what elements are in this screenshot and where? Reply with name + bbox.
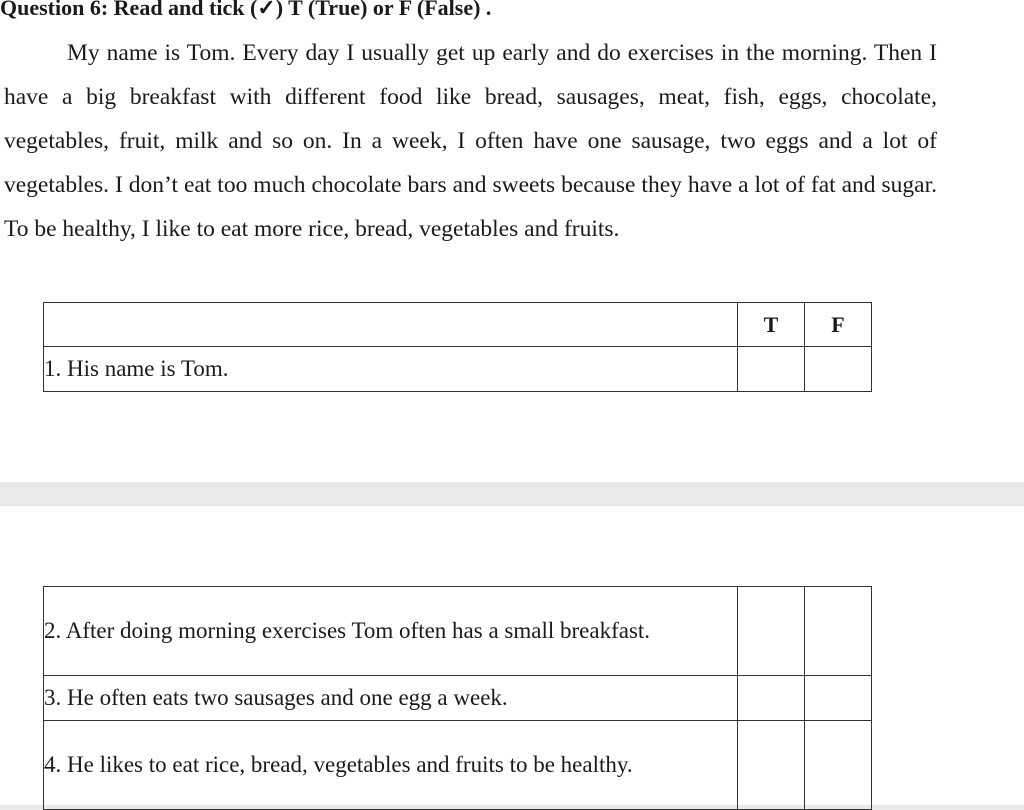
reading-passage: My name is Tom. Every day I usually get up early and do exercises in the morning. Then I have a big breakfast with different food like bread, sausages, meat, fish, eggs, chocolate, vegetables, fruit, milk and so on. In a week, I often have one sausage, two eggs and a lot of vegetables. I don’t eat too much chocolate bars and sweets because they have a lot of fat and sugar. To be healthy, I like to eat more rice, bread, vegetables and fruits. [4,40,937,242]
table-row [44,676,872,721]
statement-4-false-box[interactable] [805,721,872,810]
statement-4-true-box[interactable] [738,721,805,810]
statement-3-false-box[interactable] [805,676,872,721]
table-row [44,721,872,810]
statement-2-true-box[interactable] [738,587,805,676]
table-header-row [44,303,872,347]
worksheet-page-bottom [0,506,1024,805]
statement-2: 2. After doing morning exercises Tom often has a small breakfast. [44,587,738,676]
statement-3: 3. He often eats two sausages and one egg a week. [44,676,738,721]
table-row [44,587,872,676]
true-column-header: T [738,303,805,347]
statement-1-true-box[interactable] [738,347,805,392]
statement-3-true-box[interactable] [738,676,805,721]
false-column-header: F [805,303,872,347]
statement-4: 4. He likes to eat rice, bread, vegetables and fruits to be healthy. [44,721,738,810]
statement-header [44,303,738,347]
true-false-table-part-2 [43,586,872,810]
table-row [44,347,872,392]
question-title: Question 6: Read and tick (✓) T (True) or F (False) . [0,0,492,20]
statement-1-false-box[interactable] [805,347,872,392]
true-false-table-part-1 [43,302,872,392]
statement-1: 1. His name is Tom. [44,347,738,392]
statement-2-false-box[interactable] [805,587,872,676]
